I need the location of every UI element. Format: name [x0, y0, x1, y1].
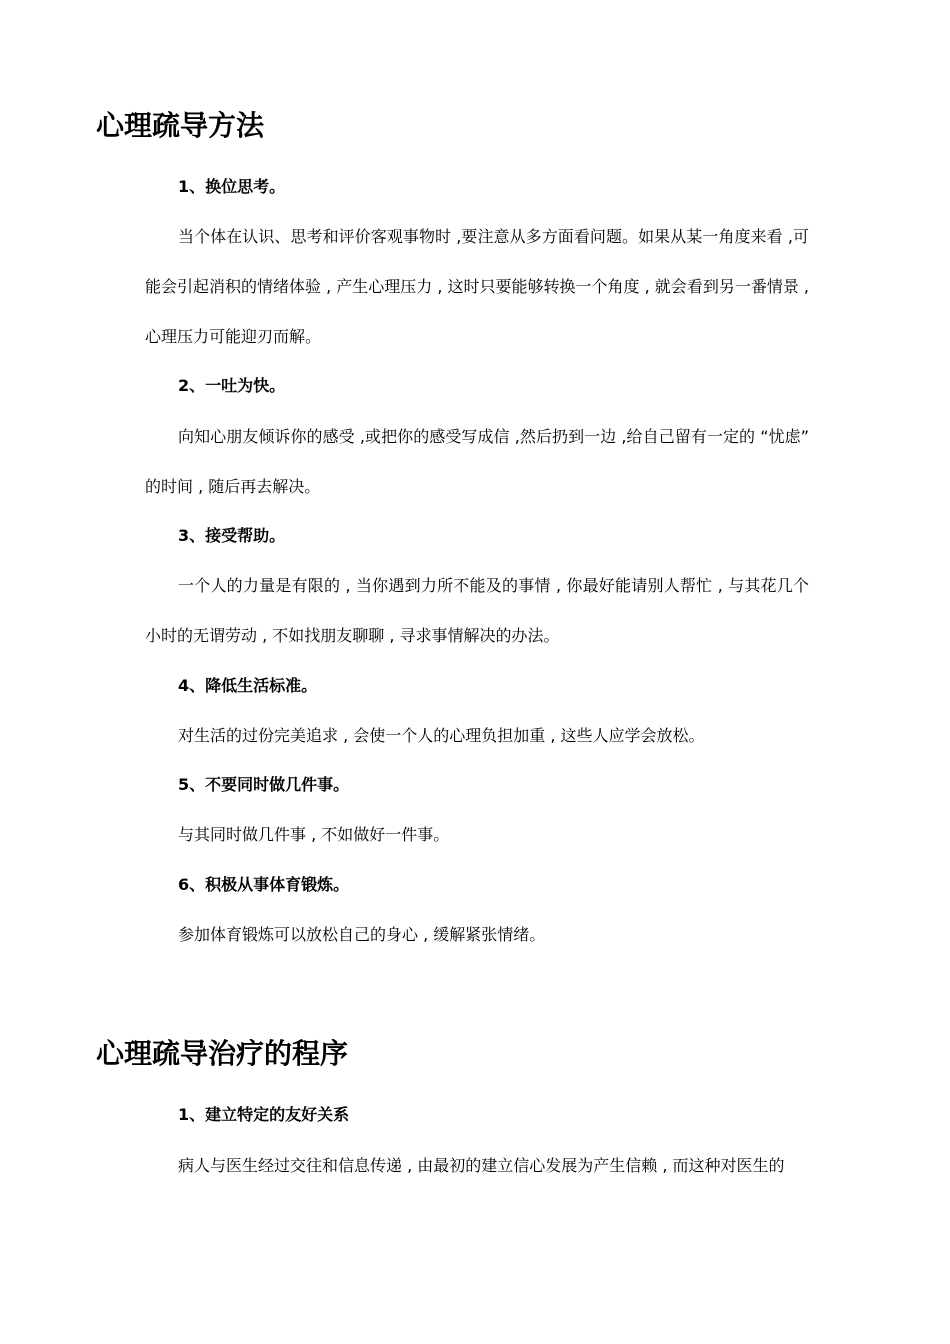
method-heading-4: 4、降低生活标准。	[178, 676, 318, 695]
method-heading-5: 5、不要同时做几件事。	[178, 775, 350, 794]
method-heading-1: 1、换位思考。	[178, 177, 286, 196]
method-text-1: 当个体在认识、思考和评价客观事物时 ,要注意从多方面看问题。如果从某一角度来看 ,可能会引起消积的情绪体验 , 产生心理压力 , 这时只要能够转换一个角度 , 就会看到另一番情景 , 心理压力可能迎刃而解。	[145, 227, 809, 346]
method-text-3: 一个人的力量是有限的 , 当你遇到力所不能及的事情 , 你最好能请别人帮忙 , 与其花几个小时的无谓劳动 , 不如找朋友聊聊 , 寻求事情解决的办法。	[145, 576, 809, 645]
section-title-methods: 心理疏导方法	[96, 109, 265, 142]
method-text-5: 与其同时做几件事 , 不如做好一件事。	[178, 825, 450, 844]
method-text-6: 参加体育锻炼可以放松自己的身心 , 缓解紧张情绪。	[178, 925, 546, 944]
section-title-procedure: 心理疏导治疗的程序	[96, 1037, 349, 1070]
method-heading-3: 3、接受帮助。	[178, 526, 286, 545]
procedure-heading-1: 1、建立特定的友好关系	[178, 1105, 350, 1124]
method-heading-6: 6、积极从事体育锻炼。	[178, 875, 350, 894]
method-text-2: 向知心朋友倾诉你的感受 ,或把你的感受写成信 ,然后扔到一边 ,给自己留有一定的 “忧虑” 的时间 , 随后再去解决。	[145, 427, 809, 496]
method-text-4: 对生活的过份完美追求 , 会使一个人的心理负担加重 , 这些人应学会放松。	[178, 726, 705, 745]
method-heading-2: 2、一吐为快。	[178, 376, 286, 395]
procedure-text-1: 病人与医生经过交往和信息传递 , 由最初的建立信心发展为产生信赖 , 而这种对医生的	[178, 1156, 785, 1175]
